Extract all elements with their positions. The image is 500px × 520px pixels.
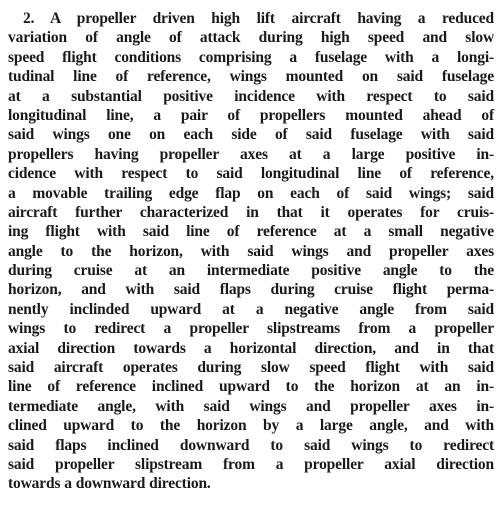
- claim-number: 2.: [23, 10, 35, 27]
- claim-line-6: longitudinal line, a pair of propellers mounted ahead of: [8, 106, 494, 124]
- claim-line-8: propellers having propeller axes at a large positive in-: [8, 145, 494, 163]
- claim-line-16: nently inclinded upward at a negative angle from said: [8, 300, 494, 318]
- claim-line-5: at a substantial positive incidence with respect to said: [8, 87, 494, 105]
- claim-line-18: axial direction towards a horizontal direction, and in that: [8, 339, 494, 357]
- claim-line-9: cidence with respect to said longitudinal line of reference,: [8, 165, 494, 183]
- claim-line-1: [8, 9, 494, 28]
- claim-line-19: said aircraft operates during slow speed flight with said: [8, 359, 494, 377]
- claim-line-20: line of reference inclined upward to the horizon at an in-: [8, 378, 494, 396]
- claim-line-11: aircraft further characterized in that it operates for cruis-: [8, 203, 494, 221]
- claim-line-2: variation of angle of attack during high speed and slow: [8, 29, 494, 47]
- claim-line-1-text: A propeller driven high lift aircraft having a reduced: [50, 10, 494, 27]
- claim-line-17: wings to redirect a propeller slipstreams from a propeller: [8, 320, 494, 338]
- claim-line-15: horizon, and with said flaps during cruise flight perma-: [8, 281, 494, 299]
- claim-line-7: said wings one on each side of said fuselage with said: [8, 126, 494, 144]
- claim-line-21: termediate angle, with said wings and propeller axes in-: [8, 397, 494, 415]
- claim-line-23: said flaps inclined downward to said wings to redirect: [8, 436, 494, 454]
- claim-line-12: ing flight with said line of reference at a small negative: [8, 223, 494, 241]
- patent-claim-text: [8, 9, 494, 494]
- claim-line-10: a movable trailing edge flap on each of said wings; said: [8, 184, 494, 202]
- claim-line-3: speed flight conditions comprising a fuselage with a longi-: [8, 48, 494, 66]
- claim-line-4: tudinal line of reference, wings mounted on said fuselage: [8, 68, 494, 86]
- claim-line-14: during cruise at an intermediate positive angle to the: [8, 262, 494, 280]
- claim-line-13: angle to the horizon, with said wings and propeller axes: [8, 242, 494, 260]
- claim-line-25: towards a downward direction.: [8, 475, 211, 493]
- claim-line-24: said propeller slipstream from a propeller axial direction: [8, 455, 494, 473]
- claim-line-22: clined upward to the horizon by a large angle, and with: [8, 417, 494, 435]
